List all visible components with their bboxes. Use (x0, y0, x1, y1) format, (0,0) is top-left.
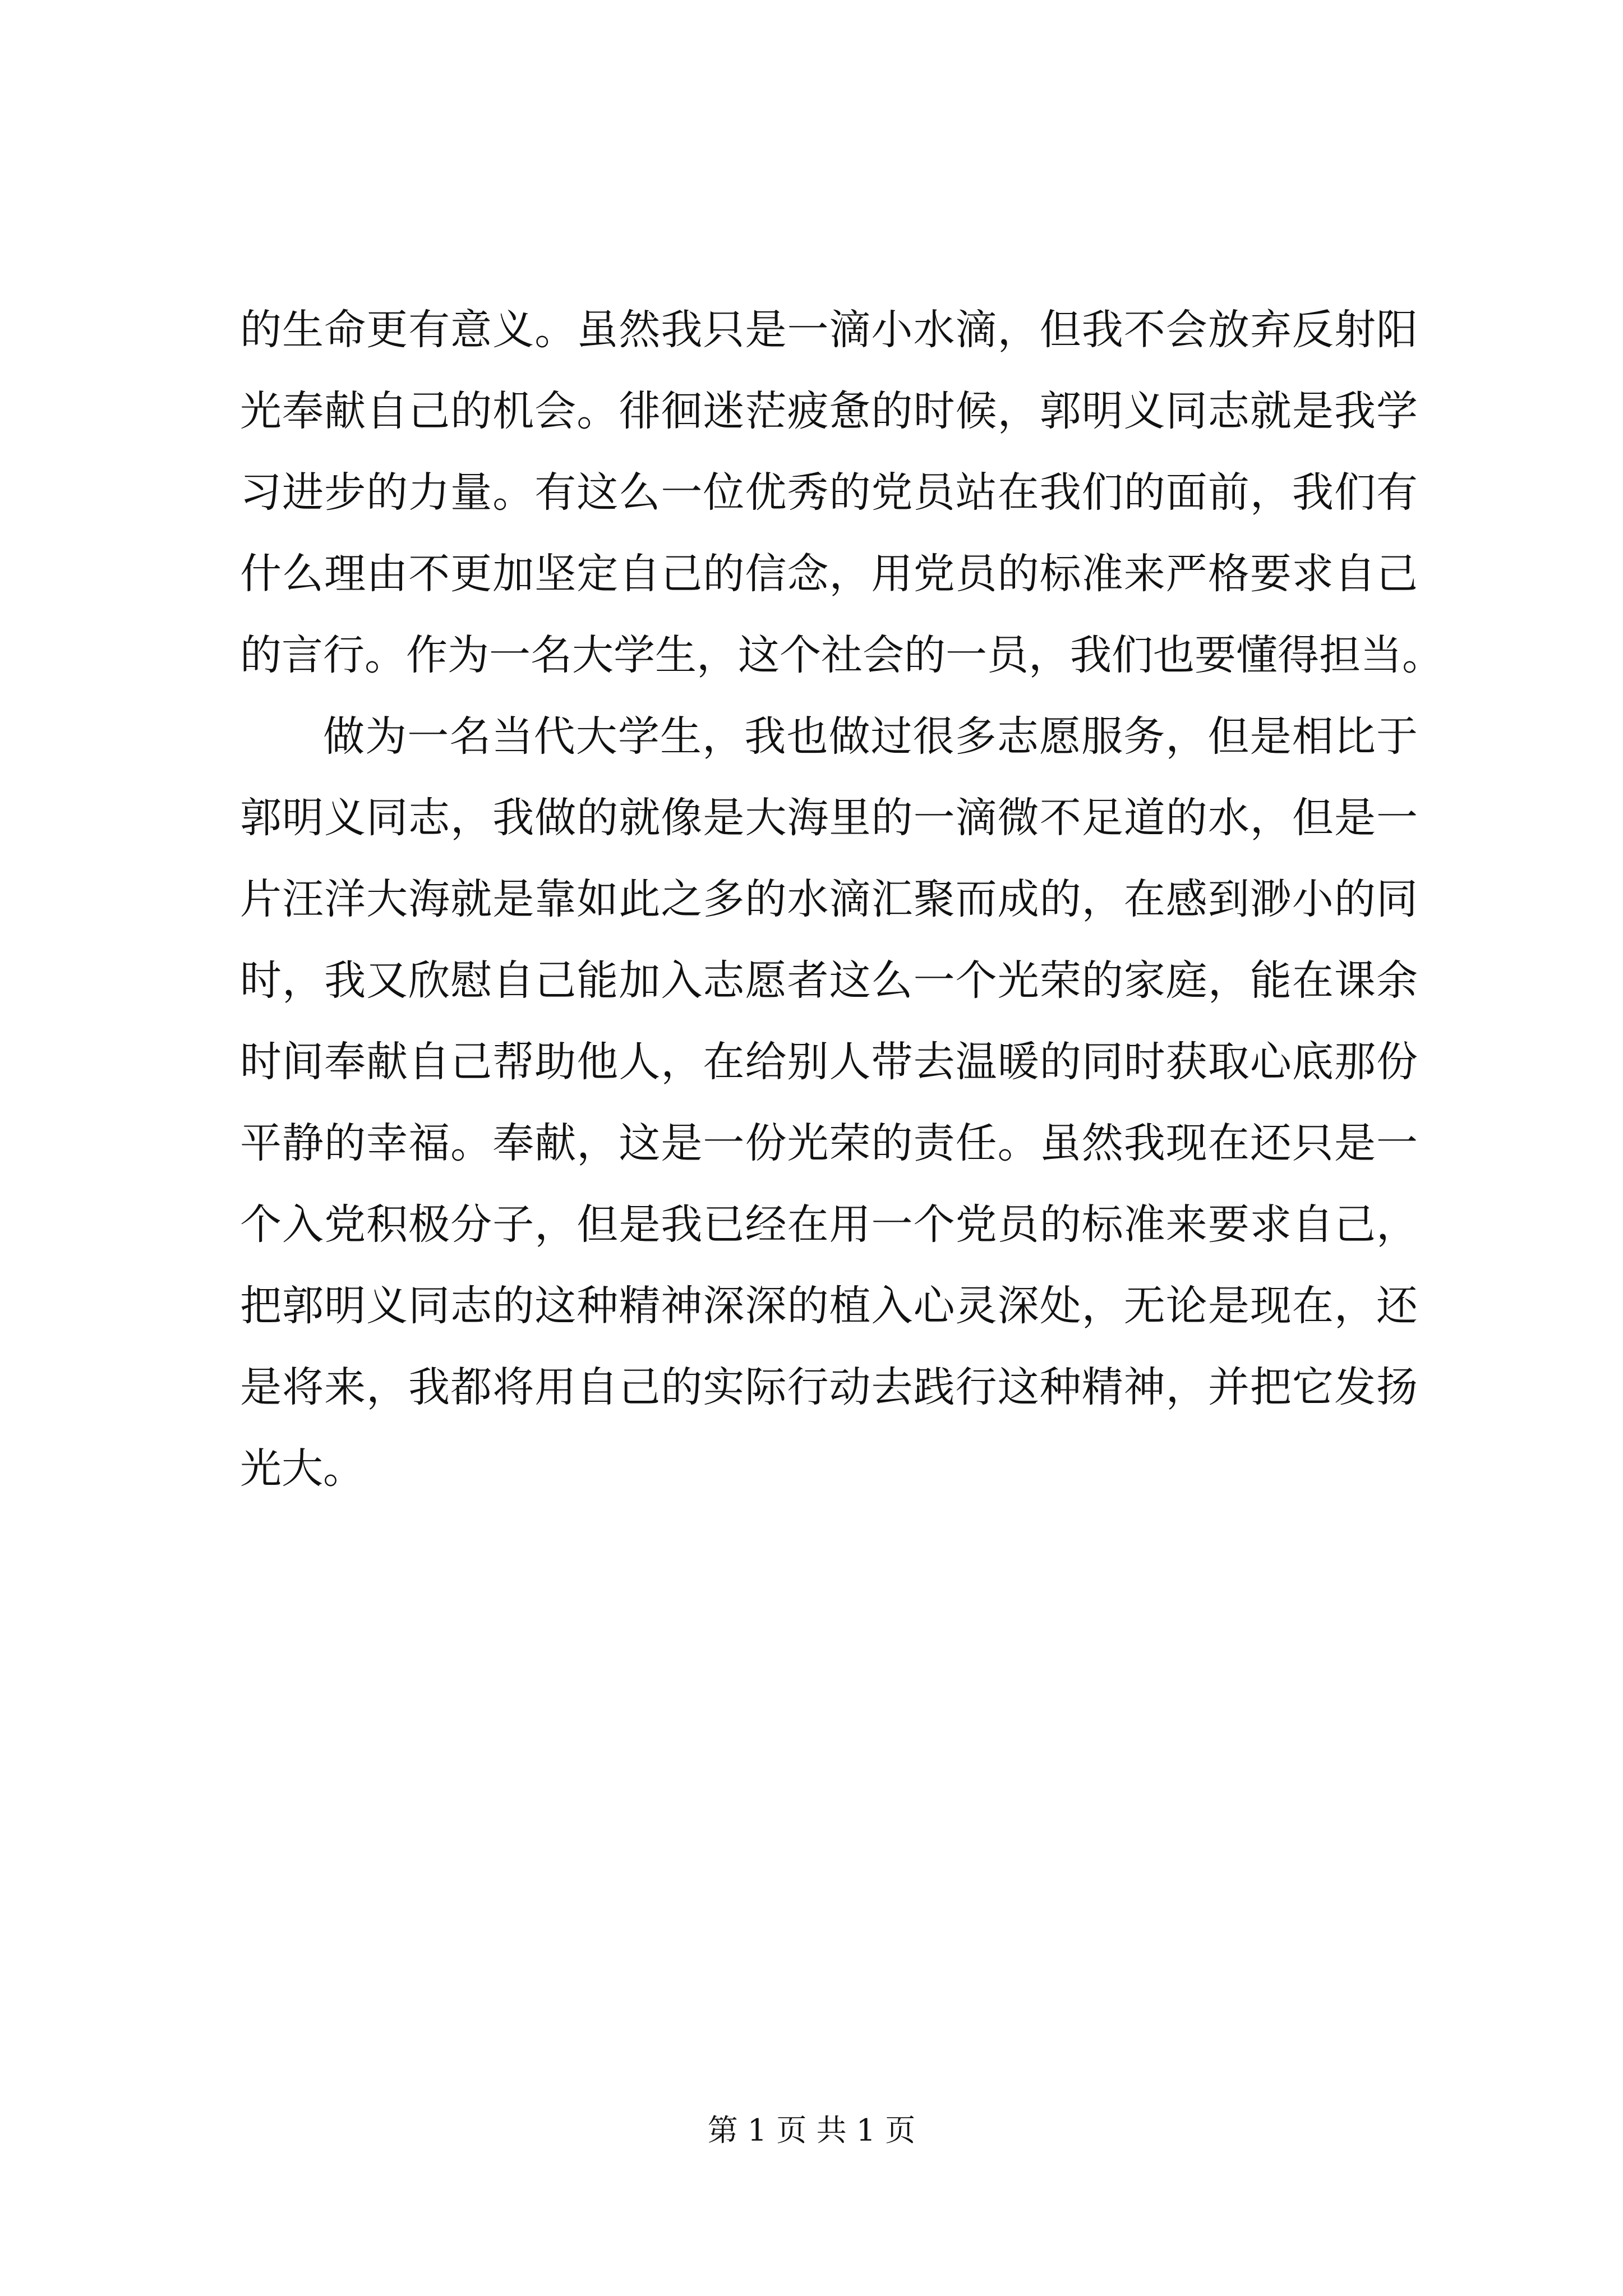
text-line: 什么理由不更加坚定自己的信念，用党员的标准来严格要求自己 (240, 550, 1418, 598)
text-line: 平静的幸福。奉献，这是一份光荣的责任。虽然我现在还只是一 (240, 1119, 1418, 1167)
text-line: 个入党积极分子，但是我已经在用一个党员的标准来要求自己， (240, 1200, 1418, 1249)
text-line: 的生命更有意义。虽然我只是一滴小水滴，但我不会放弃反射阳 (240, 306, 1418, 354)
text-line: 习进步的力量。有这么一位优秀的党员站在我们的面前，我们有 (240, 468, 1418, 517)
text-line: 郭明义同志，我做的就像是大海里的一滴微不足道的水，但是一 (240, 794, 1418, 842)
text-line: 的言行。作为一名大学生，这个社会的一员，我们也要懂得担当。 (240, 631, 1444, 679)
text-line: 时间奉献自己帮助他人，在给别人带去温暖的同时获取心底那份 (240, 1038, 1418, 1086)
page-number-footer: 第 1 页 共 1 页 (707, 2113, 916, 2148)
text-line: 做为一名当代大学生，我也做过很多志愿服务，但是相比于 (323, 712, 1418, 761)
text-line: 是将来，我都将用自己的实际行动去践行这种精神，并把它发扬 (240, 1363, 1418, 1411)
text-line: 把郭明义同志的这种精神深深的植入心灵深处，无论是现在，还 (240, 1282, 1418, 1330)
body-text (240, 289, 1444, 1510)
text-line: 光大。 (240, 1444, 365, 1493)
text-line: 片汪洋大海就是靠如此之多的水滴汇聚而成的，在感到渺小的同 (240, 875, 1418, 923)
text-line: 时，我又欣慰自己能加入志愿者这么一个光荣的家庭，能在课余 (240, 956, 1418, 1005)
text-line: 光奉献自己的机会。徘徊迷茫疲惫的时候，郭明义同志就是我学 (240, 387, 1418, 435)
